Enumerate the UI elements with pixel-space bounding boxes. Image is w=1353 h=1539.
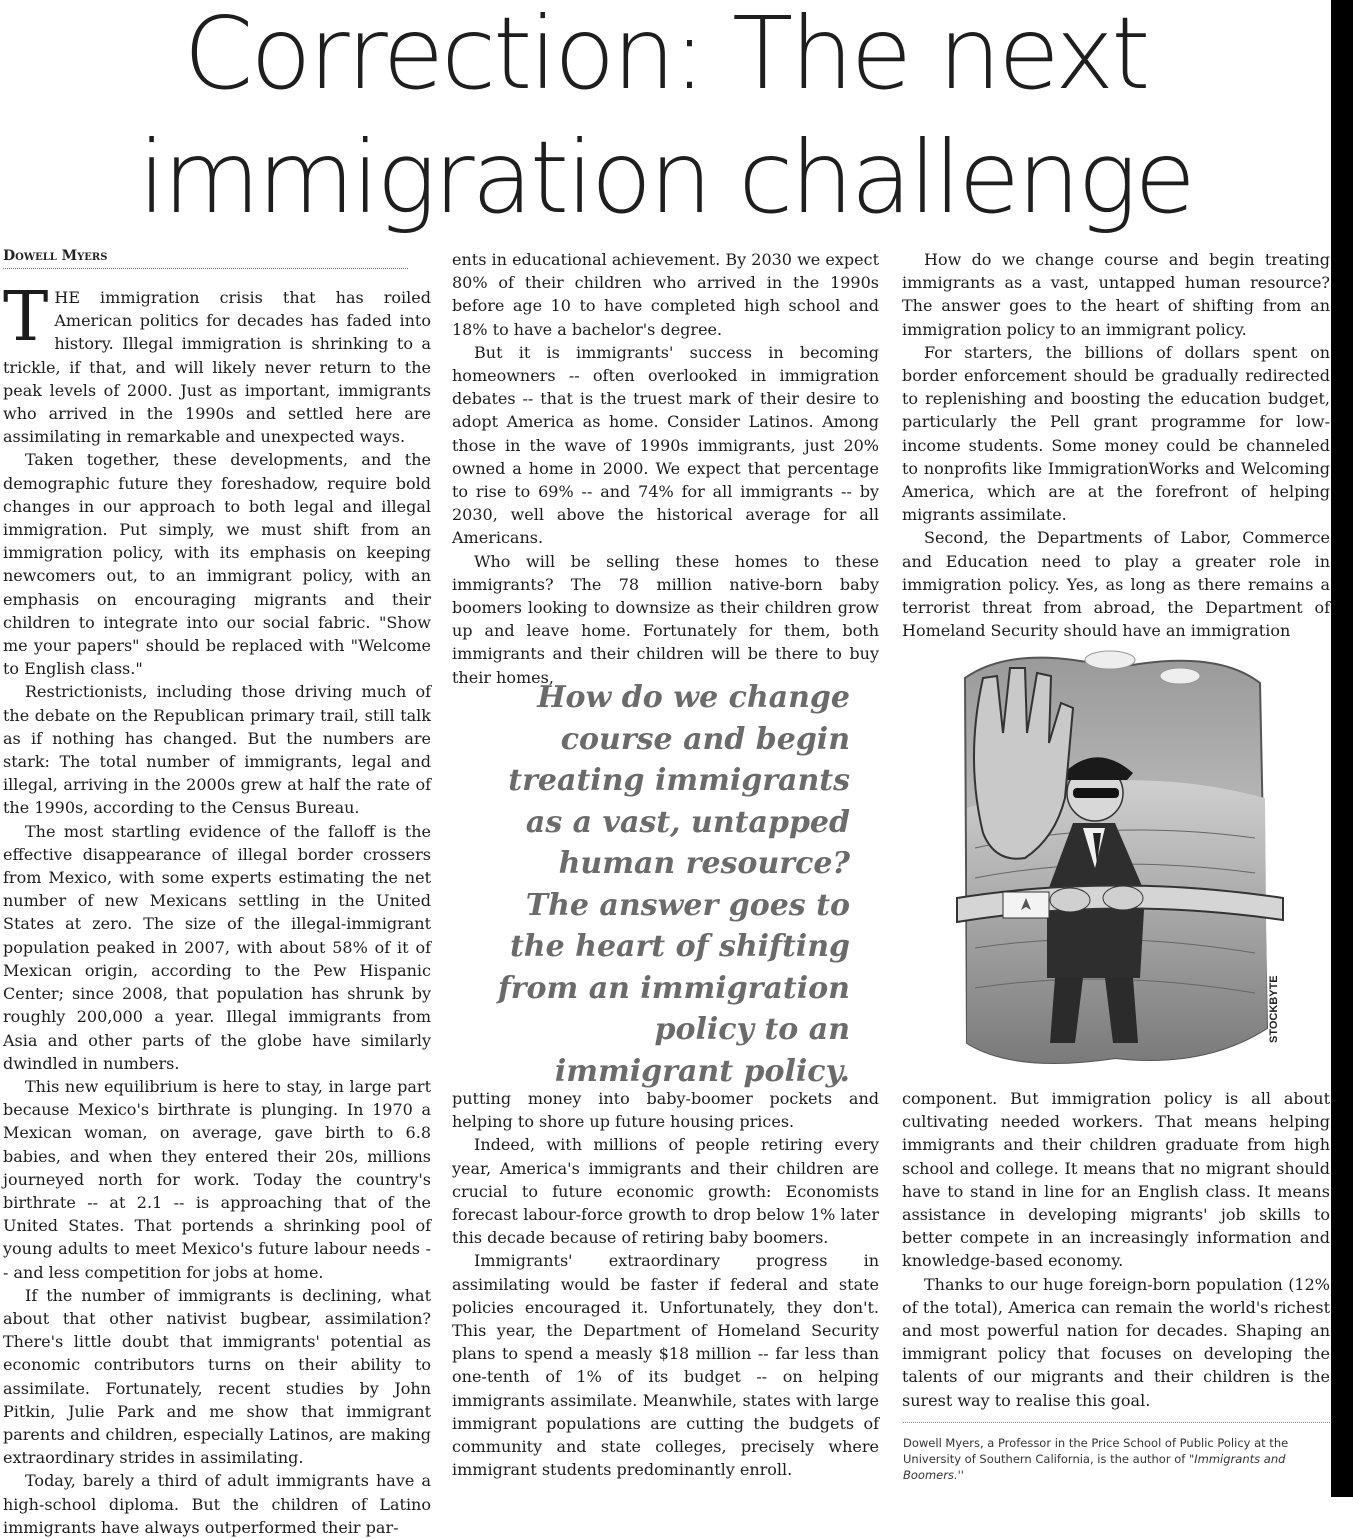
paragraph: This new equilibrium is here to stay, in large part because Mexico's birthrate is plunging. In 1970 a Mexican woman, on average, gave birth to 6.8 babies, and when they entered their 20s, millions journeyed north for work. Today the country's birthrate -- at 2.1 -- is approaching that of the United States. That portends a shrinking pool of young adults to meet Mexico's future labour needs -- and less competition for jobs at home.: [3, 1076, 431, 1282]
guard-left-hand: [1050, 888, 1090, 912]
guard-right-hand: [1103, 886, 1143, 910]
column-1: [3, 278, 431, 1539]
headline-line-1: Correction: The next: [183, 0, 1148, 112]
sunglasses: [1073, 788, 1119, 798]
paragraph: The most startling evidence of the falloff is the effective disappearance of illegal border crossers from Mexico, with some experts estimating the net number of new Mexicans settling in the United States at zero. The size of the illegal-immigrant population peaked in 2007, with about 58% of it of Mexican origin, according to the Pew Hispanic Center; since 2008, that population has shrunk by roughly 200,000 a year. Illegal immigrants from Asia and other parts of the globe have similarly dwindled in numbers.: [3, 821, 431, 1073]
paragraph: putting money into baby-boomer pockets and helping to shore up future housing prices.: [452, 1089, 879, 1132]
paragraph: Immigrants' extraordinary progress in assimilating would be faster if federal and state policies encouraged it. Unfortunately, they don't. This year, the Department of Homeland Security plans to spend a measly $18 million -- far less than one-tenth of 1% of its budget -- on helping immigrants assimilate. Meanwhile, states with large immigrant populations are cutting the budgets of community and state colleges, precisely where immigrant students predominantly enroll.: [452, 1251, 879, 1480]
column-3-top: [902, 248, 1330, 642]
border-guard-illustration: [955, 648, 1285, 1073]
paragraph: Indeed, with millions of people retiring every year, America's immigrants and their children are crucial to future economic growth: Economists forecast labour-force growth to drop below 1% later this decade because of retiring baby boomers.: [452, 1135, 879, 1248]
cloud: [1085, 651, 1135, 669]
cloud: [1160, 668, 1200, 684]
byline: Dowell Myers: [3, 248, 408, 269]
paragraph: But it is immigrants' success in becoming homeowners -- often overlooked in immigration debates -- that is the truest mark of their desire to adopt America as home. Consider Latinos. Among those in the wave of 1990s immigrants, just 20% owned a home in 2000. We expect that percentage to rise to 69% -- and 74% for all immigrants -- by 2030, well above the historical average for all Americans.: [452, 342, 879, 548]
page-edge-border: [1331, 0, 1353, 1497]
paragraph: THE immigration crisis that has roiled American politics for decades has faded into history. Illegal immigration is shrinking to a trickle, if that, and will likely never return to the peak levels of 2000. Just as important, immigrants who arrived in the 1990s and settled here are assimilating in remarkable and unexpected ways.: [3, 278, 431, 447]
pull-quote: How do we change course and begin treating immigrants as a vast, untapped human resource? The answer goes to the heart of shifting from an immigration policy to an immigrant policy.: [497, 680, 850, 1089]
paragraph: component. But immigration policy is all about cultivating needed workers. That means helping immigrants and their children graduate from high school and college. It means that no migrant should have to stand in line for an English class. It means assistance in developing migrants' job skills to better compete in an increasingly information and knowledge-based economy.: [902, 1089, 1330, 1271]
book-title: "Immigrants and Boomers.'': [903, 1452, 1286, 1482]
paragraph: Thanks to our huge foreign-born population (12% of the total), America can remain the world's richest and most powerful nation for decades. Shaping an immigrant policy that focuses on developing the talents of our migrants and their children is the surest way to realise this goal.: [902, 1274, 1330, 1410]
headline-line-2: immigration challenge: [138, 119, 1193, 236]
paragraph: For starters, the billions of dollars spent on border enforcement should be gradually redirected to replenishing and boosting the education budget, particularly the Pell grant programme for low-income students. Some money could be channeled to nonprofits like ImmigrationWorks and Welcoming America, which are at the forefront of helping migrants assimilate.: [902, 342, 1330, 525]
author-note: Dowell Myers, a Professor in the Price School of Public Policy at the University of Southern California, is the author of "Immigrants and Boomers.'': [903, 1422, 1330, 1483]
drop-cap: T: [3, 278, 49, 357]
paragraph: Restrictionists, including those driving much of the debate on the Republican primary trail, still talk as if nothing has changed. But the numbers are stark: The total number of immigrants, legal and illegal, arriving in the 2000s grew at half the rate of the 1990s, according to the Census Bureau.: [3, 682, 431, 818]
column-2-top: [452, 248, 879, 689]
paragraph: Today, barely a third of adult immigrants have a high-school diploma. But the children of Latino immigrants have always outperformed their par-: [3, 1471, 431, 1537]
paragraph: How do we change course and begin treating immigrants as a vast, untapped human resource? The answer goes to the heart of shifting from an immigration policy to an immigrant policy.: [902, 250, 1330, 339]
stockbyte-credit: STOCKBYTE: [1268, 975, 1280, 1043]
column-3-bottom: [902, 1087, 1330, 1412]
paragraph: ents in educational achievement. By 2030 we expect 80% of their children who arrived in the 1990s before age 10 to have completed high school and 18% to have a bachelor's degree.: [452, 250, 879, 339]
paragraph: Who will be selling these homes to these immigrants? The 78 million native-born baby boomers looking to downsize as their children grow up and leave home. Fortunately for them, both immigrants and their children will be there to buy their homes,: [452, 551, 879, 687]
paragraph: Second, the Departments of Labor, Commerce and Education need to play a greater role in immigration policy. Yes, as long as there remains a terrorist threat from abroad, the Department of Homeland Security should have an immigration: [902, 528, 1330, 641]
column-2-bottom: [452, 1087, 879, 1481]
paragraph: If the number of immigrants is declining, what about that other nativist bugbear, assimilation? There's little doubt that immigrants' potential as economic contributors turns on their ability to assimilate. Fortunately, recent studies by John Pitkin, Julie Park and me show that immigrant parents and children, especially Latinos, are making extraordinary strides in assimilating.: [3, 1285, 431, 1468]
paragraph: Taken together, these developments, and the demographic future they foreshadow, require bold changes in our approach to both legal and illegal immigration. Put simply, we must shift from an immigration policy, with its emphasis on keeping newcomers out, to an immigrant policy, with an emphasis on encouraging migrants and their children to integrate into our social fabric. "Show me your papers" should be replaced with "Welcome to English class.": [3, 450, 431, 679]
